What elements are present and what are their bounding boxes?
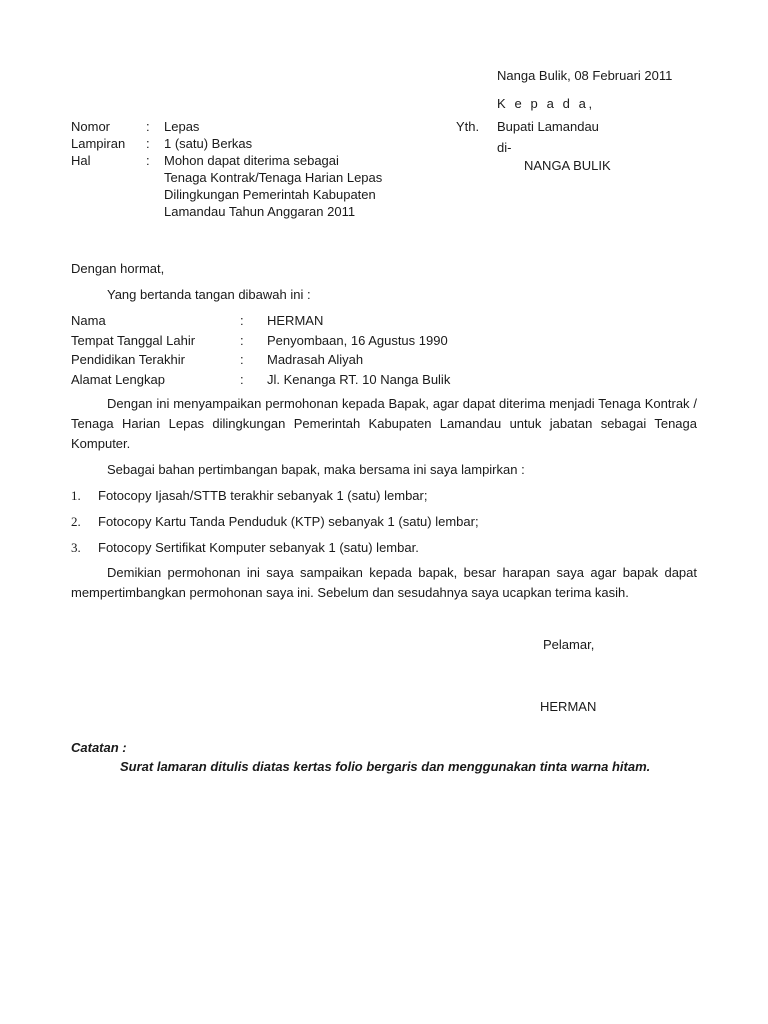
- signer-name: HERMAN: [540, 699, 597, 714]
- greeting: Dengan hormat,: [71, 261, 165, 276]
- identity-label: Nama: [71, 313, 106, 328]
- paragraph-text: Sebagai bahan pertimbangan bapak, maka bersama ini saya lampirkan :: [107, 462, 525, 477]
- kepada-label: K e p a d a,: [497, 96, 595, 111]
- identity-value: HERMAN: [267, 313, 324, 328]
- attachment-text: Fotocopy Sertifikat Komputer sebanyak 1 (satu) lembar.: [98, 540, 419, 555]
- meta-label: Nomor: [71, 119, 111, 134]
- body-paragraph-closing: [71, 563, 697, 603]
- subject-line: Tenaga Kontrak/Tenaga Harian Lepas: [164, 170, 383, 185]
- meta-value: Lepas: [164, 119, 200, 134]
- identity-label: Pendidikan Terakhir: [71, 352, 185, 367]
- identity-label: Tempat Tanggal Lahir: [71, 333, 196, 348]
- identity-value: Penyombaan, 16 Agustus 1990: [267, 333, 448, 348]
- closing-label: Pelamar,: [543, 637, 595, 652]
- note-text: Surat lamaran ditulis diatas kertas folio bergaris dan menggunakan tinta warna hitam.: [120, 759, 651, 774]
- attachment-number: 1.: [71, 488, 81, 503]
- di-label: di-: [497, 140, 512, 155]
- recipient-name: Bupati Lamandau: [497, 119, 599, 134]
- attachment-text: Fotocopy Ijasah/STTB terakhir sebanyak 1 (satu) lembar;: [98, 488, 428, 503]
- identity-colon: :: [240, 352, 244, 367]
- intro-line: Yang bertanda tangan dibawah ini :: [107, 287, 311, 302]
- meta-colon: :: [146, 136, 150, 151]
- identity-colon: :: [240, 372, 244, 387]
- note-title: Catatan :: [71, 740, 127, 755]
- body-paragraph-attachments-intro: [71, 460, 697, 480]
- meta-value: Mohon dapat diterima sebagai: [164, 153, 339, 168]
- meta-value: 1 (satu) Berkas: [164, 136, 253, 151]
- meta-colon: :: [146, 119, 150, 134]
- meta-colon: :: [146, 153, 150, 168]
- attachment-number: 2.: [71, 514, 81, 529]
- identity-value: Jl. Kenanga RT. 10 Nanga Bulik: [267, 372, 451, 387]
- subject-line: Lamandau Tahun Anggaran 2011: [164, 204, 356, 219]
- meta-label: Lampiran: [71, 136, 126, 151]
- recipient-city: NANGA BULIK: [524, 158, 611, 173]
- attachment-text: Fotocopy Kartu Tanda Penduduk (KTP) sebanyak 1 (satu) lembar;: [98, 514, 479, 529]
- yth-label: Yth.: [456, 119, 480, 134]
- attachment-number: 3.: [71, 540, 81, 555]
- subject-line: Dilingkungan Pemerintah Kabupaten: [164, 187, 376, 202]
- identity-colon: :: [240, 313, 244, 328]
- place-date: Nanga Bulik, 08 Februari 2011: [497, 68, 673, 83]
- identity-label: Alamat Lengkap: [71, 372, 165, 387]
- identity-colon: :: [240, 333, 244, 348]
- meta-label: Hal: [71, 153, 91, 168]
- body-paragraph-request: [71, 394, 697, 454]
- paragraph-text: Demikian permohonan ini saya sampaikan kepada bapak, besar harapan saya agar bapak dapat mempertimbangkan permohonan saya ini. Sebelum dan sesudahnya saya ucapkan terima kasih.: [71, 565, 697, 600]
- identity-value: Madrasah Aliyah: [267, 352, 364, 367]
- paragraph-text: Dengan ini menyampaikan permohonan kepada Bapak, agar dapat diterima menjadi Tenaga Kontrak / Tenaga Harian Lepas dilingkungan Pemerintah Kabupaten Lamandau untuk jabatan sebagai Tenaga Komputer.: [71, 396, 697, 451]
